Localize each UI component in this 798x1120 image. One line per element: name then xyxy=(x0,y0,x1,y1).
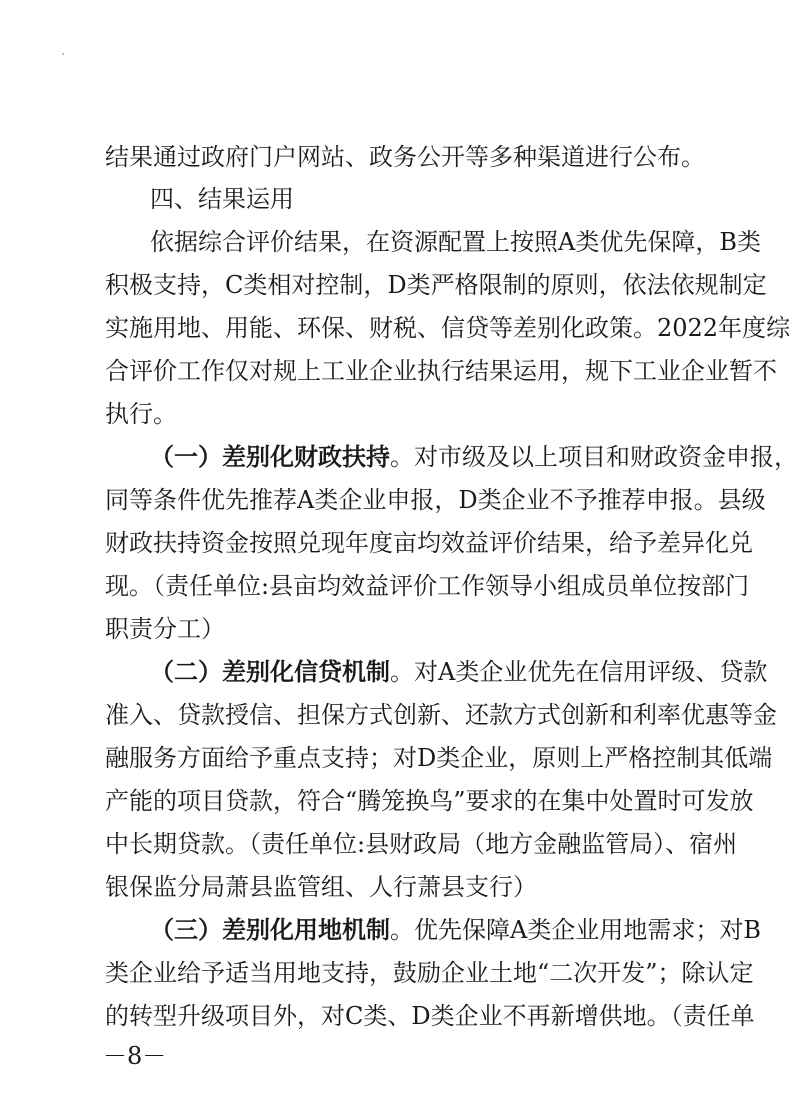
text-line: 产能的项目贷款，符合“腾笼换鸟”要求的在集中处置时可发放 xyxy=(105,787,754,815)
text-line: 的转型升级项目外，对C类、D类企业不再新增供地。（责任单 xyxy=(105,1002,755,1030)
text-line: 合评价工作仅对规上工业企业执行结果运用，规下工业企业暂不 xyxy=(105,357,777,385)
text-line: 执行。 xyxy=(105,400,177,428)
section-heading: 四、结果运用 xyxy=(150,185,294,213)
text-line: 中长期贷款。（责任单位:县财政局（地方金融监管局）、宿州 xyxy=(105,830,738,858)
scan-speck xyxy=(62,53,64,55)
text-line: 实施用地、用能、环保、财税、信贷等差别化政策。2022年度综 xyxy=(105,314,791,342)
subsection-line xyxy=(150,656,768,688)
page-number: －8－ xyxy=(103,1042,167,1070)
subsection-title: （一）差别化财政扶持 xyxy=(150,443,390,471)
text-line: 依据综合评价结果，在资源配置上按照A类优先保障，B类 xyxy=(150,228,761,256)
text-line: 融服务方面给予重点支持；对D类企业，原则上严格控制其低端 xyxy=(105,744,773,772)
subsection-title: （三）差别化用地机制 xyxy=(150,916,390,944)
text-line: 结果通过政府门户网站、政务公开等多种渠道进行公布。 xyxy=(105,143,705,171)
text-line: 职责分工） xyxy=(105,615,225,643)
subsection-title: （二）差别化信贷机制 xyxy=(150,658,390,686)
text-line: 同等条件优先推荐A类企业申报，D类企业不予推荐申报。县级 xyxy=(105,486,766,514)
text-line: 现。（责任单位:县亩均效益评价工作领导小组成员单位按部门 xyxy=(105,572,750,600)
text-line: 银保监分局萧县监管组、人行萧县支行） xyxy=(105,873,537,901)
subsection-line xyxy=(150,914,761,946)
text-line: 积极支持，C类相对控制，D类严格限制的原则，依法依规制定 xyxy=(105,271,767,299)
subsection-text: 。对A类企业优先在信用评级、贷款 xyxy=(390,658,768,686)
subsection-line xyxy=(150,441,798,473)
subsection-text: 。对市级及以上项目和财政资金申报， xyxy=(390,443,798,471)
text-line: 类企业给予适当用地支持，鼓励企业土地“二次开发”；除认定 xyxy=(105,959,754,987)
subsection-text: 。优先保障A类企业用地需求；对B xyxy=(390,916,761,944)
text-line: 准入、贷款授信、担保方式创新、还款方式创新和利率优惠等金 xyxy=(105,701,777,729)
text-line: 财政扶持资金按照兑现年度亩均效益评价结果，给予差异化兑 xyxy=(105,529,753,557)
